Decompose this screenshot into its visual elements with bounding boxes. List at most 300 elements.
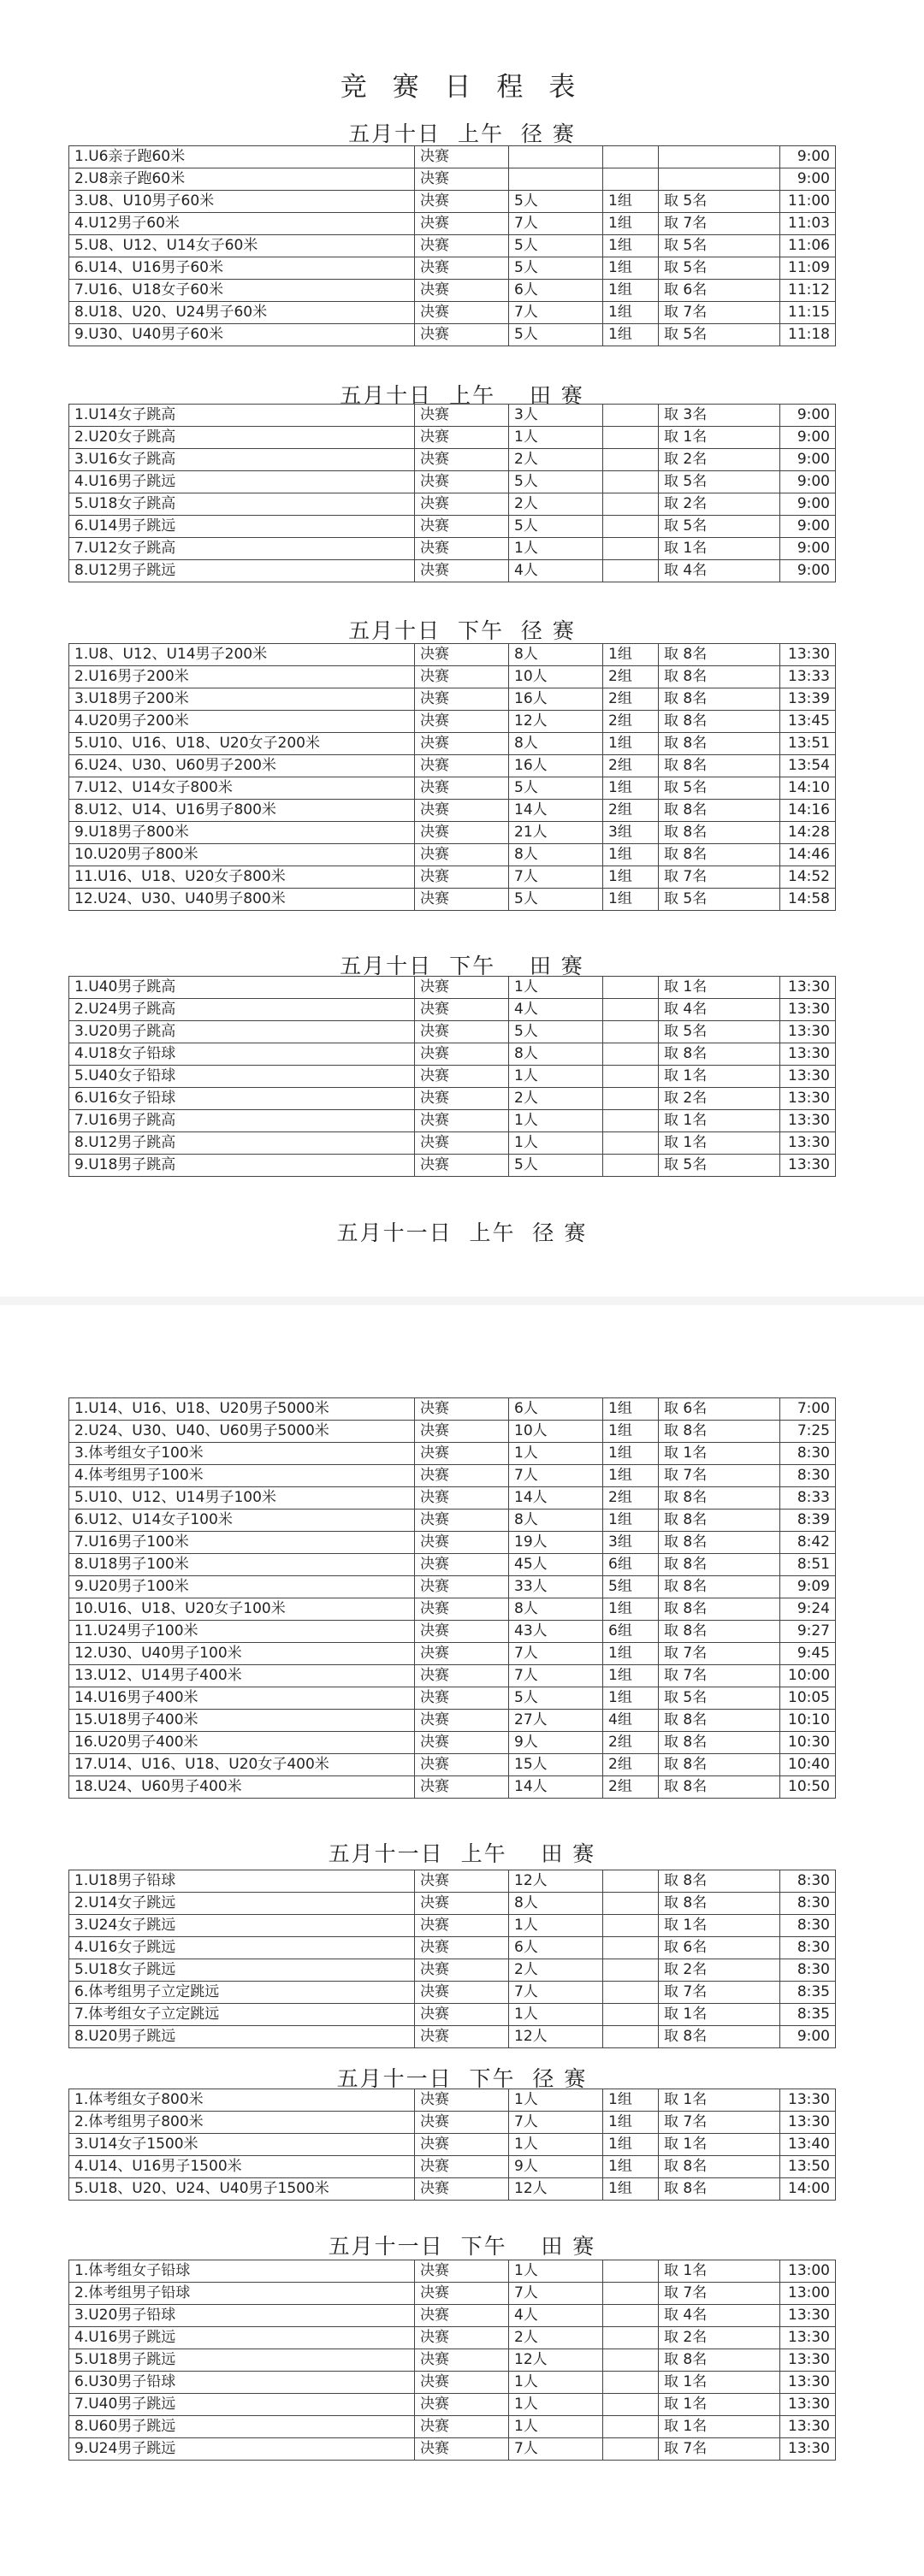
table-row — [69, 2156, 836, 2178]
qualifiers: 取 2名 — [659, 493, 780, 516]
entrants — [509, 146, 603, 168]
qualifiers: 取 5名 — [659, 777, 780, 800]
event-name: 16.U20男子400米 — [69, 1732, 415, 1754]
table-row — [69, 2283, 836, 2305]
round: 决赛 — [415, 2283, 509, 2305]
round: 决赛 — [415, 1710, 509, 1732]
table-row — [69, 2112, 836, 2134]
table-row — [69, 1510, 836, 1532]
entrants: 4人 — [509, 2305, 603, 2327]
table-row — [69, 427, 836, 449]
qualifiers: 取 8名 — [659, 1043, 780, 1066]
entrants: 5人 — [509, 1155, 603, 1177]
start-time: 13:30 — [780, 2112, 836, 2134]
round: 决赛 — [415, 1959, 509, 1982]
start-time: 7:00 — [780, 1398, 836, 1421]
entrants: 1人 — [509, 1110, 603, 1132]
entrants: 1人 — [509, 2089, 603, 2112]
table-row — [69, 1465, 836, 1487]
section-title: 五月十一日 上午 田 赛 — [328, 1841, 596, 1866]
start-time: 10:05 — [780, 1687, 836, 1710]
entrants: 8人 — [509, 1510, 603, 1532]
round: 决赛 — [415, 2260, 509, 2283]
round: 决赛 — [415, 2134, 509, 2156]
entrants: 12人 — [509, 2178, 603, 2201]
table-row — [69, 1643, 836, 1665]
event-name: 10.U20男子800米 — [69, 844, 415, 866]
qualifiers: 取 8名 — [659, 800, 780, 822]
table-row — [69, 471, 836, 493]
round: 决赛 — [415, 2178, 509, 2201]
event-name: 1.U18男子铅球 — [69, 1870, 415, 1893]
table-row — [69, 235, 836, 257]
round: 决赛 — [415, 1443, 509, 1465]
start-time: 14:52 — [780, 866, 836, 889]
event-name: 3.U16女子跳高 — [69, 449, 415, 471]
event-name: 18.U24、U60男子400米 — [69, 1776, 415, 1799]
start-time: 11:18 — [780, 324, 836, 346]
qualifiers: 取 7名 — [659, 1465, 780, 1487]
start-time: 13:51 — [780, 733, 836, 755]
round: 决赛 — [415, 1398, 509, 1421]
qualifiers: 取 5名 — [659, 257, 780, 280]
round: 决赛 — [415, 1576, 509, 1598]
qualifiers: 取 8名 — [659, 2178, 780, 2201]
qualifiers: 取 8名 — [659, 755, 780, 777]
heats — [603, 449, 659, 471]
heats — [603, 1915, 659, 1937]
start-time: 10:50 — [780, 1776, 836, 1799]
round: 决赛 — [415, 1510, 509, 1532]
heats — [603, 2416, 659, 2438]
event-name: 13.U12、U14男子400米 — [69, 1665, 415, 1687]
heats — [603, 538, 659, 560]
qualifiers: 取 1名 — [659, 2004, 780, 2026]
qualifiers: 取 1名 — [659, 2134, 780, 2156]
start-time: 14:28 — [780, 822, 836, 844]
qualifiers: 取 8名 — [659, 1776, 780, 1799]
round: 决赛 — [415, 1870, 509, 1893]
table-row — [69, 1443, 836, 1465]
entrants: 1人 — [509, 1066, 603, 1088]
round: 决赛 — [415, 2156, 509, 2178]
start-time: 10:40 — [780, 1754, 836, 1776]
table-row — [69, 2349, 836, 2372]
entrants: 43人 — [509, 1621, 603, 1643]
table-row — [69, 405, 836, 427]
round: 决赛 — [415, 2089, 509, 2112]
entrants: 10人 — [509, 666, 603, 688]
event-name: 2.U8亲子跑60米 — [69, 168, 415, 191]
event-name: 4.U12男子60米 — [69, 213, 415, 235]
table-row — [69, 822, 836, 844]
start-time: 8:35 — [780, 2004, 836, 2026]
qualifiers: 取 5名 — [659, 324, 780, 346]
round: 决赛 — [415, 1915, 509, 1937]
table-row — [69, 755, 836, 777]
event-name: 10.U16、U18、U20女子100米 — [69, 1598, 415, 1621]
start-time: 13:30 — [780, 1066, 836, 1088]
qualifiers: 取 2名 — [659, 1088, 780, 1110]
start-time: 14:46 — [780, 844, 836, 866]
entrants: 6人 — [509, 1398, 603, 1421]
start-time: 8:42 — [780, 1532, 836, 1554]
event-name: 15.U18男子400米 — [69, 1710, 415, 1732]
start-time: 9:00 — [780, 560, 836, 582]
round: 决赛 — [415, 666, 509, 688]
qualifiers: 取 1名 — [659, 2416, 780, 2438]
event-name: 2.U16男子200米 — [69, 666, 415, 688]
event-name: 8.U18、U20、U24男子60米 — [69, 302, 415, 324]
qualifiers: 取 1名 — [659, 1110, 780, 1132]
event-name: 7.体考组女子立定跳远 — [69, 2004, 415, 2026]
entrants: 8人 — [509, 644, 603, 666]
round: 决赛 — [415, 822, 509, 844]
heats — [603, 1021, 659, 1043]
qualifiers: 取 8名 — [659, 1732, 780, 1754]
table-row — [69, 1155, 836, 1177]
heats — [603, 2283, 659, 2305]
round: 决赛 — [415, 302, 509, 324]
event-name: 7.U12女子跳高 — [69, 538, 415, 560]
start-time: 13:40 — [780, 2134, 836, 2156]
entrants: 7人 — [509, 1465, 603, 1487]
heats — [603, 146, 659, 168]
qualifiers — [659, 168, 780, 191]
start-time: 13:30 — [780, 2327, 836, 2349]
start-time: 11:03 — [780, 213, 836, 235]
start-time: 8:30 — [780, 1959, 836, 1982]
round: 决赛 — [415, 168, 509, 191]
qualifiers: 取 2名 — [659, 449, 780, 471]
table-row — [69, 449, 836, 471]
start-time: 13:30 — [780, 1110, 836, 1132]
qualifiers: 取 7名 — [659, 1643, 780, 1665]
event-name: 4.U20男子200米 — [69, 711, 415, 733]
event-name: 4.体考组男子100米 — [69, 1465, 415, 1487]
qualifiers: 取 8名 — [659, 1710, 780, 1732]
round: 决赛 — [415, 1621, 509, 1643]
start-time: 14:10 — [780, 777, 836, 800]
round: 决赛 — [415, 324, 509, 346]
round: 决赛 — [415, 471, 509, 493]
qualifiers: 取 5名 — [659, 191, 780, 213]
qualifiers: 取 1名 — [659, 538, 780, 560]
table-row — [69, 1710, 836, 1732]
table-row — [69, 1398, 836, 1421]
round: 决赛 — [415, 2394, 509, 2416]
heats: 1组 — [603, 213, 659, 235]
entrants: 16人 — [509, 688, 603, 711]
start-time: 8:30 — [780, 1443, 836, 1465]
start-time: 9:09 — [780, 1576, 836, 1598]
table-row — [69, 1982, 836, 2004]
event-name: 3.体考组女子100米 — [69, 1443, 415, 1465]
event-name: 8.U12男子跳高 — [69, 1132, 415, 1155]
event-name: 3.U20男子跳高 — [69, 1021, 415, 1043]
event-name: 5.U40女子铅球 — [69, 1066, 415, 1088]
round: 决赛 — [415, 2438, 509, 2461]
qualifiers: 取 2名 — [659, 1959, 780, 1982]
heats: 3组 — [603, 822, 659, 844]
qualifiers: 取 7名 — [659, 1982, 780, 2004]
section-title: 五月十日 下午 径 赛 — [348, 618, 576, 643]
start-time: 13:50 — [780, 2156, 836, 2178]
start-time: 14:00 — [780, 2178, 836, 2201]
entrants: 2人 — [509, 493, 603, 516]
event-name: 8.U60男子跳远 — [69, 2416, 415, 2438]
round: 决赛 — [415, 1088, 509, 1110]
event-name: 2.U20女子跳高 — [69, 427, 415, 449]
start-time: 9:27 — [780, 1621, 836, 1643]
event-name: 8.U20男子跳远 — [69, 2026, 415, 2048]
round: 决赛 — [415, 1155, 509, 1177]
round: 决赛 — [415, 1066, 509, 1088]
schedule-table — [68, 2089, 836, 2201]
table-row — [69, 1754, 836, 1776]
heats: 1组 — [603, 889, 659, 911]
entrants: 7人 — [509, 213, 603, 235]
qualifiers: 取 1名 — [659, 1066, 780, 1088]
round: 决赛 — [415, 866, 509, 889]
start-time: 13:30 — [780, 2394, 836, 2416]
qualifiers: 取 1名 — [659, 1443, 780, 1465]
entrants: 2人 — [509, 1088, 603, 1110]
heats: 1组 — [603, 1665, 659, 1687]
entrants: 8人 — [509, 1043, 603, 1066]
qualifiers: 取 7名 — [659, 1665, 780, 1687]
qualifiers: 取 8名 — [659, 1421, 780, 1443]
start-time: 8:33 — [780, 1487, 836, 1510]
entrants: 15人 — [509, 1754, 603, 1776]
heats — [603, 168, 659, 191]
round: 决赛 — [415, 2372, 509, 2394]
table-row — [69, 2089, 836, 2112]
qualifiers: 取 2名 — [659, 2327, 780, 2349]
table-row — [69, 1487, 836, 1510]
schedule-table — [68, 1397, 836, 1799]
table-row — [69, 213, 836, 235]
qualifiers: 取 8名 — [659, 688, 780, 711]
heats: 3组 — [603, 1532, 659, 1554]
qualifiers: 取 8名 — [659, 1554, 780, 1576]
event-name: 7.U40男子跳远 — [69, 2394, 415, 2416]
entrants: 5人 — [509, 1687, 603, 1710]
entrants: 1人 — [509, 2394, 603, 2416]
entrants: 19人 — [509, 1532, 603, 1554]
heats: 1组 — [603, 2156, 659, 2178]
heats: 6组 — [603, 1621, 659, 1643]
start-time: 11:12 — [780, 280, 836, 302]
table-row — [69, 1110, 836, 1132]
heats: 2组 — [603, 1487, 659, 1510]
round: 决赛 — [415, 2349, 509, 2372]
qualifiers: 取 7名 — [659, 866, 780, 889]
start-time: 9:00 — [780, 2026, 836, 2048]
start-time: 9:00 — [780, 449, 836, 471]
event-name: 1.体考组女子800米 — [69, 2089, 415, 2112]
heats: 1组 — [603, 644, 659, 666]
entrants: 1人 — [509, 538, 603, 560]
event-name: 5.U10、U12、U14男子100米 — [69, 1487, 415, 1510]
qualifiers: 取 8名 — [659, 1487, 780, 1510]
heats: 2组 — [603, 800, 659, 822]
heats — [603, 1155, 659, 1177]
table-row — [69, 493, 836, 516]
table-row — [69, 1937, 836, 1959]
heats: 1组 — [603, 1687, 659, 1710]
qualifiers: 取 8名 — [659, 822, 780, 844]
start-time: 9:00 — [780, 538, 836, 560]
start-time: 8:30 — [780, 1915, 836, 1937]
table-row — [69, 2178, 836, 2201]
heats — [603, 427, 659, 449]
heats: 4组 — [603, 1710, 659, 1732]
entrants: 1人 — [509, 2134, 603, 2156]
table-row — [69, 844, 836, 866]
table-row — [69, 1959, 836, 1982]
qualifiers: 取 8名 — [659, 1598, 780, 1621]
qualifiers: 取 5名 — [659, 1687, 780, 1710]
table-row — [69, 1421, 836, 1443]
round: 决赛 — [415, 146, 509, 168]
heats — [603, 1088, 659, 1110]
round: 决赛 — [415, 1732, 509, 1754]
round: 决赛 — [415, 733, 509, 755]
round: 决赛 — [415, 1487, 509, 1510]
heats: 1组 — [603, 2178, 659, 2201]
heats — [603, 2372, 659, 2394]
table-row — [69, 1132, 836, 1155]
round: 决赛 — [415, 560, 509, 582]
event-name: 4.U14、U16男子1500米 — [69, 2156, 415, 2178]
event-name: 1.U14、U16、U18、U20男子5000米 — [69, 1398, 415, 1421]
entrants: 6人 — [509, 1937, 603, 1959]
heats: 1组 — [603, 866, 659, 889]
entrants: 33人 — [509, 1576, 603, 1598]
table-row — [69, 800, 836, 822]
round: 决赛 — [415, 1598, 509, 1621]
round: 决赛 — [415, 191, 509, 213]
start-time: 9:00 — [780, 405, 836, 427]
start-time: 13:30 — [780, 2349, 836, 2372]
start-time: 13:30 — [780, 644, 836, 666]
entrants: 8人 — [509, 1598, 603, 1621]
qualifiers: 取 5名 — [659, 1155, 780, 1177]
entrants: 2人 — [509, 2327, 603, 2349]
heats: 1组 — [603, 1598, 659, 1621]
entrants: 5人 — [509, 191, 603, 213]
round: 决赛 — [415, 257, 509, 280]
table-row — [69, 1088, 836, 1110]
round: 决赛 — [415, 1687, 509, 1710]
entrants: 1人 — [509, 427, 603, 449]
entrants: 5人 — [509, 516, 603, 538]
event-name: 5.U18女子跳高 — [69, 493, 415, 516]
round: 决赛 — [415, 800, 509, 822]
entrants: 3人 — [509, 405, 603, 427]
round: 决赛 — [415, 538, 509, 560]
event-name: 9.U24男子跳远 — [69, 2438, 415, 2461]
heats: 1组 — [603, 2134, 659, 2156]
heats: 2组 — [603, 711, 659, 733]
schedule-table — [68, 643, 836, 911]
entrants: 5人 — [509, 471, 603, 493]
event-name: 1.体考组女子铅球 — [69, 2260, 415, 2283]
start-time: 13:30 — [780, 1155, 836, 1177]
qualifiers: 取 8名 — [659, 1754, 780, 1776]
round: 决赛 — [415, 844, 509, 866]
event-name: 1.U8、U12、U14男子200米 — [69, 644, 415, 666]
heats: 1组 — [603, 2089, 659, 2112]
round: 决赛 — [415, 777, 509, 800]
round: 决赛 — [415, 711, 509, 733]
entrants: 2人 — [509, 1959, 603, 1982]
start-time: 13:30 — [780, 977, 836, 999]
qualifiers: 取 1名 — [659, 2089, 780, 2112]
start-time: 13:45 — [780, 711, 836, 733]
start-time: 13:00 — [780, 2260, 836, 2283]
table-row — [69, 2438, 836, 2461]
round: 决赛 — [415, 2112, 509, 2134]
heats: 2组 — [603, 688, 659, 711]
table-row — [69, 257, 836, 280]
qualifiers: 取 8名 — [659, 666, 780, 688]
entrants: 5人 — [509, 324, 603, 346]
entrants: 27人 — [509, 1710, 603, 1732]
heats: 1组 — [603, 302, 659, 324]
heats: 1组 — [603, 844, 659, 866]
heats — [603, 2305, 659, 2327]
event-name: 2.U14女子跳远 — [69, 1893, 415, 1915]
entrants: 14人 — [509, 1487, 603, 1510]
start-time: 13:30 — [780, 1043, 836, 1066]
round: 决赛 — [415, 2026, 509, 2048]
table-row — [69, 889, 836, 911]
table-row — [69, 2134, 836, 2156]
round: 决赛 — [415, 1532, 509, 1554]
entrants: 5人 — [509, 889, 603, 911]
qualifiers: 取 5名 — [659, 471, 780, 493]
start-time: 13:00 — [780, 2283, 836, 2305]
event-name: 6.U16女子铅球 — [69, 1088, 415, 1110]
start-time: 8:30 — [780, 1465, 836, 1487]
entrants: 5人 — [509, 235, 603, 257]
round: 决赛 — [415, 889, 509, 911]
schedule-table — [68, 1870, 836, 2048]
event-name: 8.U12男子跳远 — [69, 560, 415, 582]
heats: 1组 — [603, 1510, 659, 1532]
entrants: 9人 — [509, 2156, 603, 2178]
start-time: 14:58 — [780, 889, 836, 911]
event-name: 4.U16男子跳远 — [69, 471, 415, 493]
qualifiers: 取 8名 — [659, 1621, 780, 1643]
qualifiers: 取 1名 — [659, 977, 780, 999]
table-row — [69, 1066, 836, 1088]
heats: 1组 — [603, 733, 659, 755]
table-row — [69, 1598, 836, 1621]
table-row — [69, 1665, 836, 1687]
table-row — [69, 644, 836, 666]
qualifiers: 取 1名 — [659, 1132, 780, 1155]
table-row — [69, 1532, 836, 1554]
round: 决赛 — [415, 280, 509, 302]
table-row — [69, 1043, 836, 1066]
event-name: 9.U18男子跳高 — [69, 1155, 415, 1177]
round: 决赛 — [415, 977, 509, 999]
round: 决赛 — [415, 2004, 509, 2026]
event-name: 5.U18、U20、U24、U40男子1500米 — [69, 2178, 415, 2201]
